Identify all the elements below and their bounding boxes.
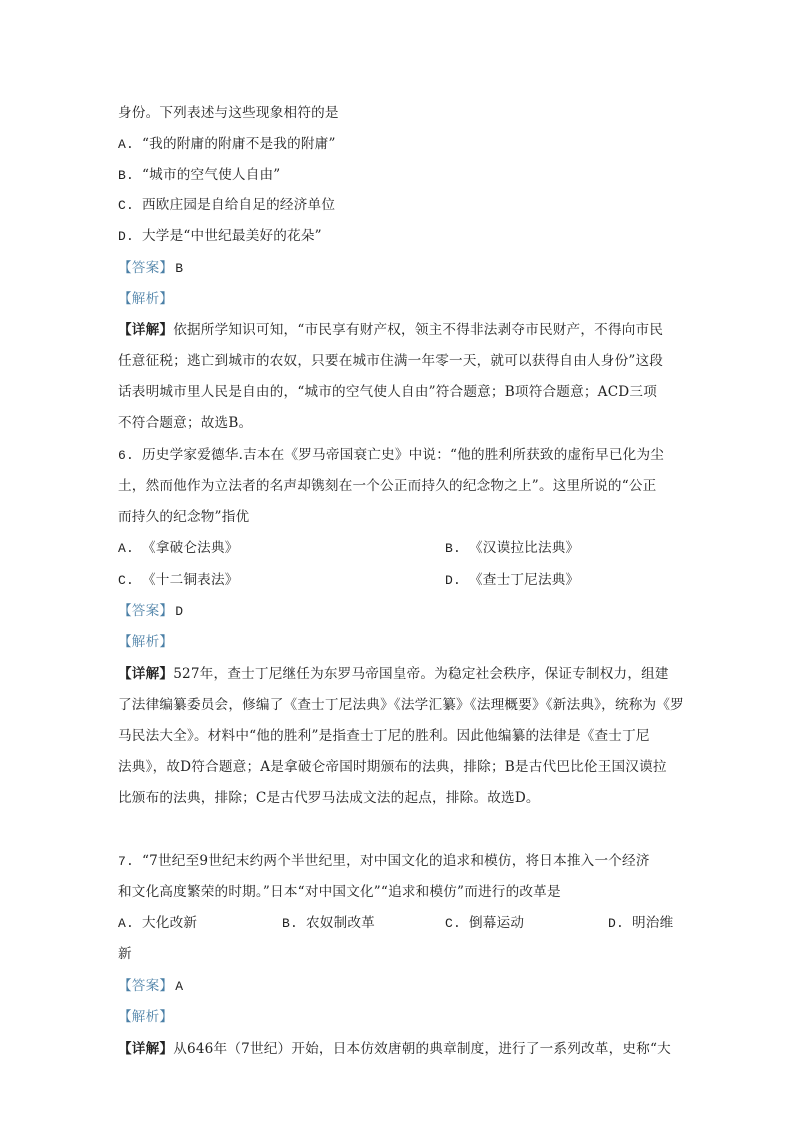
q5-answer [118, 259, 680, 278]
q7-option-d: D. 明治维 [608, 915, 674, 931]
answer-label: 【答案】 [118, 260, 174, 276]
q6-stem-line-2: 土，然而他作为立法者的名声却镌刻在一个公正而持久的纪念物之上”。这里所说的“公正 [118, 478, 657, 494]
q7-answer [118, 977, 680, 996]
q6-option-b: B. 《汉谟拉比法典》 [445, 540, 580, 556]
q6-detail-line-2: 了法律编纂委员会，修编了《查士丁尼法典》《法学汇纂》《法理概要》《新法典》，统称为《罗 [118, 697, 684, 713]
q7-detail-line-1: 【详解】从646年（7世纪）开始，日本仿效唐朝的典章制度，进行了一系列改革，史称“大 [118, 1041, 671, 1057]
q6-stem-line-1: 6. 历史学家爱德华.吉本在《罗马帝国衰亡史》中说：“他的胜利所获致的虚衔早已化为尘 [118, 447, 665, 463]
detail-label: 【详解】 [118, 666, 174, 682]
q5-detail-line-2: 任意征税；逃亡到城市的农奴，只要在城市住满一年零一天，就可以获得自由人身份”这段 [118, 353, 664, 369]
q6-detail-line-1: 【详解】527年，查士丁尼继任为东罗马帝国皇帝。为稳定社会秩序，保证专制权力，组建 [118, 666, 669, 682]
q5-option-c: C. 西欧庄园是自给自足的经济单位 [118, 197, 336, 213]
detail-label: 【详解】 [118, 1041, 174, 1057]
q6-option-a: A. 《拿破仑法典》 [118, 540, 239, 556]
answer-value: A [175, 979, 184, 994]
detail-label: 【详解】 [118, 322, 174, 338]
q6-detail-line-5: 比颁布的法典，排除；C是古代罗马法成文法的起点，排除。故选D。 [118, 790, 540, 806]
q5-analysis-label: 【解析】 [118, 291, 174, 307]
q7-stem-line-1: 7. “7世纪至9世纪末约两个半世纪里，对中国文化的追求和模仿，将日本推入一个经济 [118, 853, 650, 869]
q5-detail-line-3: 话表明城市里人民是自由的，“城市的空气使人自由”符合题意；B项符合题意；ACD三项 [118, 384, 657, 400]
q5-option-b: B. “城市的空气使人自由” [118, 167, 281, 183]
q6-analysis-label: 【解析】 [118, 634, 174, 650]
q6-detail-line-3: 马民法大全》。材料中“他的胜利”是指查士丁尼的胜利。因此他编纂的法律是《查士丁尼 [118, 728, 650, 744]
q7-stem-line-2: 和文化高度繁荣的时期。”日本“对中国文化”“追求和模仿”而进行的改革是 [118, 884, 561, 900]
answer-value: B [175, 261, 184, 276]
answer-value: D [175, 604, 184, 619]
q6-option-c: C. 《十二铜表法》 [118, 572, 239, 588]
question-number: 6. [118, 448, 135, 463]
question-number: 7. [118, 854, 135, 869]
q5-option-d: D. 大学是“中世纪最美好的花朵” [118, 228, 322, 244]
q6-option-d: D. 《查士丁尼法典》 [445, 572, 580, 588]
q7-option-c: C. 倒幕运动 [445, 915, 525, 931]
q5-detail-line-1: 【详解】依据所学知识可知，“市民享有财产权，领主不得非法剥夺市民财产，不得向市民 [118, 322, 664, 338]
q5-option-a: A. “我的附庸的附庸不是我的附庸” [118, 136, 336, 152]
q7-option-b: B. 农奴制改革 [282, 915, 375, 931]
q6-stem-line-3: 而持久的纪念物”指优 [118, 509, 250, 525]
q6-detail-line-4: 法典》，故D符合题意；A是拿破仑帝国时期颁布的法典，排除；B是古代巴比伦王国汉谟拉 [118, 759, 667, 775]
q5-stem: 身份。下列表述与这些现象相符的是 [118, 105, 339, 121]
q5-detail-line-4: 不符合题意；故选B。 [118, 415, 253, 431]
answer-label: 【答案】 [118, 603, 174, 619]
q6-answer [118, 602, 680, 621]
q7-option-wrap: 新 [118, 946, 132, 962]
q7-analysis-label: 【解析】 [118, 1009, 174, 1025]
answer-label: 【答案】 [118, 978, 174, 994]
q7-option-a: A. 大化改新 [118, 915, 198, 931]
